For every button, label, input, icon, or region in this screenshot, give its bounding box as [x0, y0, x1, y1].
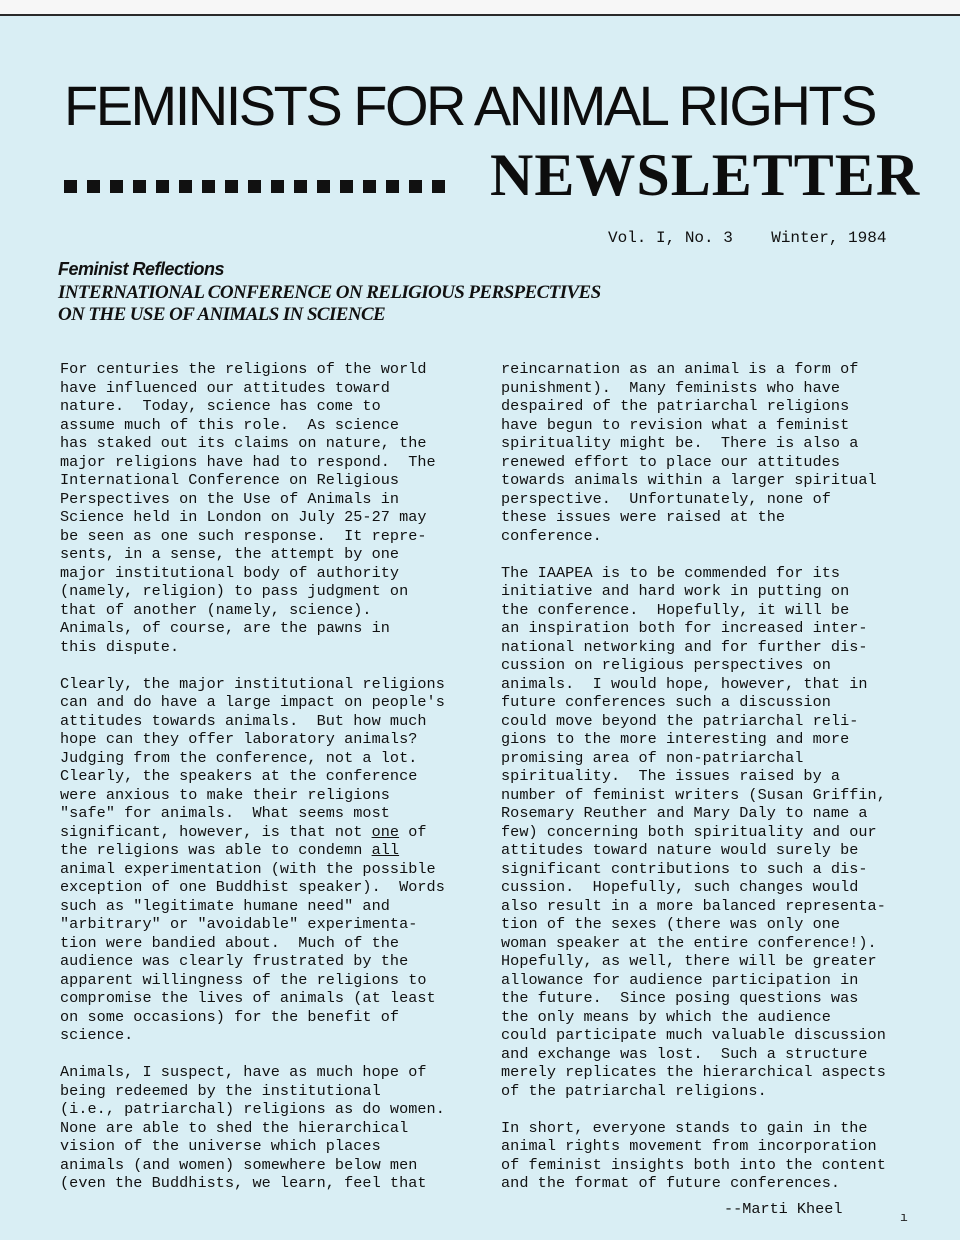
text-line: be seen as one such response. It repre-	[60, 526, 427, 545]
text-line: None are able to shed the hierarchical	[60, 1118, 409, 1137]
text-line: cussion. Hopefully, such changes would	[501, 878, 859, 896]
article-left-column	[60, 360, 460, 1211]
text-line: Judging from the conference, not a lot.	[60, 748, 418, 767]
text-line: have begun to revision what a feminist	[501, 415, 850, 434]
text-line: can and do have a large impact on people's	[60, 693, 445, 711]
article-paragraph	[501, 1119, 901, 1193]
text-line: apparent willingness of the religions to	[60, 970, 427, 989]
text-line: (i.e., patriarchal) religions as do women.	[60, 1100, 445, 1118]
square-ornament	[64, 180, 77, 193]
scan-artifact-mark: ı	[900, 1210, 908, 1225]
text-line: the religions was able to condemn all	[60, 841, 400, 859]
text-line: Animals, of course, are the pawns in	[60, 619, 390, 637]
text-line: animals. I would hope, however, that in	[501, 674, 868, 693]
text-line: major institutional body of authority	[60, 563, 400, 582]
text-line: could participate much valuable discussion	[501, 1026, 886, 1044]
text-line: Clearly, the major institutional religions	[60, 674, 445, 693]
square-ornament	[87, 180, 100, 193]
square-ornament	[271, 180, 284, 193]
article-right-column	[501, 360, 901, 1211]
text-line: For centuries the religions of the world	[60, 360, 427, 378]
text-line: "arbitrary" or "avoidable" experimenta-	[60, 915, 418, 933]
text-line: reincarnation as an animal is a form of	[501, 360, 859, 378]
decorative-square-row	[64, 180, 445, 196]
text-line: significant, however, is that not one of	[60, 822, 427, 841]
text-line: of feminist insights both into the content	[501, 1155, 886, 1174]
text-line: major religions have had to respond. The	[60, 452, 436, 471]
text-line: allowance for audience participation in	[501, 970, 859, 989]
text-line: significant contributions to such a dis-	[501, 859, 868, 878]
text-line: audience was clearly frustrated by the	[60, 952, 409, 970]
text-line: national networking and for further dis-	[501, 637, 868, 656]
text-line: merely replicates the hierarchical aspects	[501, 1063, 886, 1081]
square-ornament	[179, 180, 192, 193]
text-line: were anxious to make their religions	[60, 785, 390, 804]
text-line: the future. Since posing questions was	[501, 989, 859, 1007]
text-line: sents, in a sense, the attempt by one	[60, 545, 400, 563]
text-line: number of feminist writers (Susan Griffin,	[501, 785, 886, 804]
text-line: an inspiration both for increased inter-	[501, 619, 868, 637]
text-line: of the patriarchal religions.	[501, 1081, 767, 1100]
text-line: attitudes toward nature would surely be	[501, 841, 859, 859]
text-line: animal experimentation (with the possible	[60, 859, 436, 878]
square-ornament	[363, 180, 376, 193]
square-ornament	[386, 180, 399, 193]
text-line: In short, everyone stands to gain in the	[501, 1118, 868, 1137]
underlined-word: all	[371, 841, 400, 859]
text-line: these issues were raised at the	[501, 508, 786, 526]
text-line: woman speaker at the entire conference!).	[501, 933, 877, 952]
square-ornament	[432, 180, 445, 193]
text-line: (namely, religion) to pass judgment on	[60, 582, 409, 600]
text-line: conference.	[501, 526, 602, 545]
text-line: animal rights movement from incorporation	[501, 1137, 877, 1155]
text-line: Science held in London on July 25-27 may	[60, 508, 427, 526]
text-line: have influenced our attitudes toward	[60, 378, 390, 397]
text-line: has staked out its claims on nature, the	[60, 434, 427, 452]
square-ornament	[317, 180, 330, 193]
text-line: vision of the universe which places	[60, 1137, 381, 1155]
text-line: spirituality might be. There is also a	[501, 434, 859, 452]
article-paragraph	[60, 360, 460, 656]
square-ornament	[110, 180, 123, 193]
text-line: science.	[60, 1026, 134, 1044]
text-line: that of another (namely, science).	[60, 600, 372, 619]
text-line: the only means by which the audience	[501, 1007, 831, 1026]
square-ornament	[225, 180, 238, 193]
text-line: cussion on religious perspectives on	[501, 656, 831, 674]
text-line: "safe" for animals. What seems most	[60, 804, 390, 822]
text-line: The IAAPEA is to be commended for its	[501, 563, 841, 582]
text-line: few) concerning both spirituality and our	[501, 822, 877, 841]
text-line: and the format of future conferences.	[501, 1174, 841, 1192]
text-line: nature. Today, science has come to	[60, 397, 381, 415]
text-line: being redeemed by the institutional	[60, 1081, 381, 1100]
headline-line: ON THE USE OF ANIMALS IN SCIENCE	[58, 304, 386, 325]
text-line: spirituality. The issues raised by a	[501, 767, 841, 785]
square-ornament	[248, 180, 261, 193]
text-line: and exchange was lost. Such a structure	[501, 1044, 868, 1063]
text-line: Rosemary Reuther and Mary Daly to name a	[501, 804, 868, 822]
text-line: International Conference on Religious	[60, 471, 400, 489]
text-line: animals (and women) somewhere below men	[60, 1155, 418, 1174]
masthead-title: FEMINISTS FOR ANIMAL RIGHTS	[64, 74, 875, 137]
text-line: exception of one Buddhist speaker). Words	[60, 878, 445, 896]
headline-line: INTERNATIONAL CONFERENCE ON RELIGIOUS PERSPECTIVES	[58, 282, 601, 303]
text-line: Perspectives on the Use of Animals in	[60, 489, 400, 508]
text-line: Hopefully, as well, there will be greater	[501, 952, 877, 970]
square-ornament	[133, 180, 146, 193]
text-line: compromise the lives of animals (at least	[60, 989, 436, 1007]
text-line: perspective. Unfortunately, none of	[501, 489, 831, 508]
article-paragraph	[60, 1063, 460, 1193]
text-line: hope can they offer laboratory animals?	[60, 730, 418, 748]
text-line: this dispute.	[60, 637, 180, 656]
issue-info: Vol. I, No. 3 Winter, 1984	[608, 229, 887, 247]
text-line: future conferences such a discussion	[501, 693, 831, 711]
article-paragraph	[501, 360, 901, 545]
text-line: towards animals within a larger spiritual	[501, 471, 877, 489]
square-ornament	[156, 180, 169, 193]
text-line: such as "legitimate humane need" and	[60, 896, 390, 915]
text-line: Clearly, the speakers at the conference	[60, 767, 418, 785]
article-paragraph	[501, 564, 901, 1101]
text-line: attitudes towards animals. But how much	[60, 711, 427, 730]
text-line: Animals, I suspect, have as much hope of	[60, 1063, 427, 1081]
text-line: gions to the more interesting and more	[501, 730, 850, 748]
text-line: initiative and hard work in putting on	[501, 582, 850, 600]
text-line: despaired of the patriarchal religions	[501, 397, 850, 415]
text-line: (even the Buddhists, we learn, feel that	[60, 1174, 427, 1192]
text-line: could move beyond the patriarchal reli-	[501, 711, 859, 730]
underlined-word: one	[371, 822, 400, 841]
masthead-subtitle: NEWSLETTER	[490, 142, 921, 208]
scan-top-edge	[0, 0, 960, 16]
article-headline	[58, 282, 758, 326]
square-ornament	[202, 180, 215, 193]
text-line: also result in a more balanced representa-	[501, 896, 886, 915]
text-line: renewed effort to place our attitudes	[501, 452, 841, 471]
text-line: on some occasions) for the benefit of	[60, 1007, 400, 1026]
article-paragraph	[60, 675, 460, 1045]
square-ornament	[340, 180, 353, 193]
text-line: the conference. Hopefully, it will be	[501, 600, 850, 619]
article-kicker: Feminist Reflections	[58, 259, 225, 279]
text-line: assume much of this role. As science	[60, 415, 400, 434]
text-line: promising area of non-patriarchal	[501, 748, 804, 767]
square-ornament	[294, 180, 307, 193]
text-line: tion were bandied about. Much of the	[60, 933, 400, 952]
text-line: punishment). Many feminists who have	[501, 378, 841, 397]
square-ornament	[409, 180, 422, 193]
text-line: tion of the sexes (there was only one	[501, 915, 841, 933]
author-signature: --Marti Kheel	[724, 1200, 843, 1218]
